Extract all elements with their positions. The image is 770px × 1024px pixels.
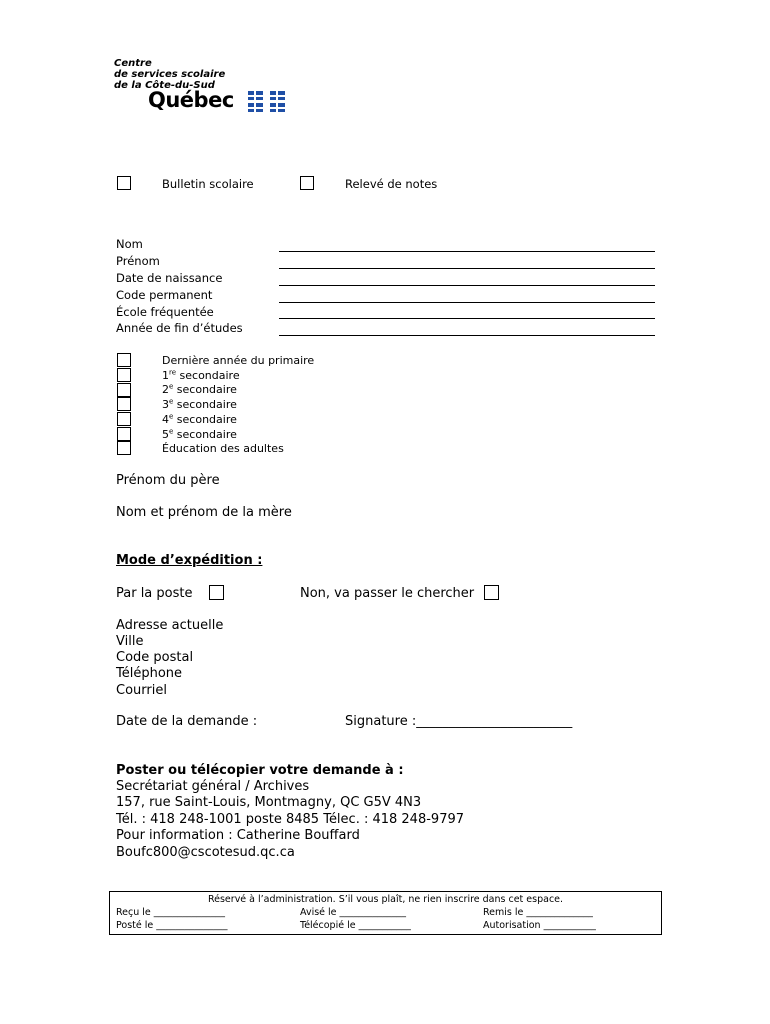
level-sec5-label: 5e secondaire bbox=[162, 427, 237, 441]
field-prenom-line[interactable] bbox=[279, 268, 655, 269]
level-sec2-label: 2e secondaire bbox=[162, 382, 237, 396]
send-to-email: Boufc800@cscotesud.qc.ca bbox=[116, 845, 295, 860]
admin-remis: Remis le ______________ bbox=[483, 907, 593, 918]
send-to-line-1: Secrétariat général / Archives bbox=[116, 779, 310, 794]
quebec-wordmark: Québec bbox=[148, 88, 234, 112]
field-code-permanent-label: Code permanent bbox=[116, 288, 213, 302]
field-annee-fin-label: Année de fin d’études bbox=[116, 321, 243, 335]
level-sec1-label: 1re secondaire bbox=[162, 368, 240, 382]
level-adultes-checkbox[interactable] bbox=[117, 441, 131, 455]
admin-telecopie: Télécopié le ___________ bbox=[300, 920, 411, 931]
field-nom-line[interactable] bbox=[279, 251, 655, 252]
field-nom-label: Nom bbox=[116, 237, 143, 251]
field-date-naissance-label: Date de naissance bbox=[116, 271, 223, 285]
level-primaire-checkbox[interactable] bbox=[117, 353, 131, 367]
level-sec1-checkbox[interactable] bbox=[117, 368, 131, 382]
releve-label: Relevé de notes bbox=[345, 177, 438, 191]
phone-label: Téléphone bbox=[116, 666, 183, 681]
field-prenom-label: Prénom bbox=[116, 254, 160, 268]
address-label: Adresse actuelle bbox=[116, 618, 224, 633]
org-line-3: de la Côte-du-Sud bbox=[114, 80, 215, 91]
admin-poste: Posté le _______________ bbox=[116, 920, 228, 931]
level-sec2-checkbox[interactable] bbox=[117, 383, 131, 397]
postal-code-label: Code postal bbox=[116, 650, 194, 665]
send-to-phone-fax: Tél. : 418 248-1001 poste 8485 Télec. : 418 248-9797 bbox=[116, 812, 465, 827]
pickup-checkbox[interactable] bbox=[484, 585, 499, 600]
field-annee-fin-line[interactable] bbox=[279, 335, 655, 336]
organization-name bbox=[114, 58, 225, 91]
father-label: Prénom du père bbox=[116, 473, 220, 488]
admin-reserved-box bbox=[109, 891, 662, 935]
by-mail-label: Par la poste bbox=[116, 586, 193, 601]
admin-header: Réservé à l’administration. S’il vous plaît, ne rien inscrire dans cet espace. bbox=[207, 894, 564, 905]
level-sec5-checkbox[interactable] bbox=[117, 427, 131, 441]
field-date-naissance-line[interactable] bbox=[279, 285, 655, 286]
email-label: Courriel bbox=[116, 683, 167, 698]
field-ecole-line[interactable] bbox=[279, 318, 655, 319]
request-date-label: Date de la demande : bbox=[116, 714, 258, 729]
level-sec4-checkbox[interactable] bbox=[117, 412, 131, 426]
field-ecole-label: École fréquentée bbox=[116, 305, 214, 319]
bulletin-checkbox[interactable] bbox=[117, 176, 131, 190]
admin-avise: Avisé le ______________ bbox=[300, 907, 407, 918]
send-to-address: 157, rue Saint-Louis, Montmagny, QC G5V 4N3 bbox=[116, 795, 422, 810]
bulletin-label: Bulletin scolaire bbox=[162, 177, 254, 191]
send-to-title: Poster ou télécopier votre demande à : bbox=[116, 763, 404, 778]
send-to-contact: Pour information : Catherine Bouffard bbox=[116, 828, 360, 843]
signature-field[interactable]: Signature :________________________ bbox=[345, 714, 573, 729]
admin-autorisation: Autorisation ___________ bbox=[483, 920, 596, 931]
level-sec3-label: 3e secondaire bbox=[162, 397, 237, 411]
level-sec4-label: 4e secondaire bbox=[162, 412, 237, 426]
field-code-permanent-line[interactable] bbox=[279, 302, 655, 303]
mother-label: Nom et prénom de la mère bbox=[116, 505, 292, 520]
admin-recu: Reçu le _______________ bbox=[116, 907, 226, 918]
city-label: Ville bbox=[116, 634, 144, 649]
level-adultes-label: Éducation des adultes bbox=[162, 442, 284, 455]
level-sec3-checkbox[interactable] bbox=[117, 397, 131, 411]
level-primaire-label: Dernière année du primaire bbox=[162, 354, 315, 367]
shipping-title: Mode d’expédition : bbox=[116, 553, 263, 568]
org-line-1: Centre bbox=[114, 58, 152, 69]
pickup-label: Non, va passer le chercher bbox=[300, 586, 475, 601]
org-line-2: de services scolaire bbox=[114, 69, 226, 80]
by-mail-checkbox[interactable] bbox=[209, 585, 224, 600]
releve-checkbox[interactable] bbox=[300, 176, 314, 190]
